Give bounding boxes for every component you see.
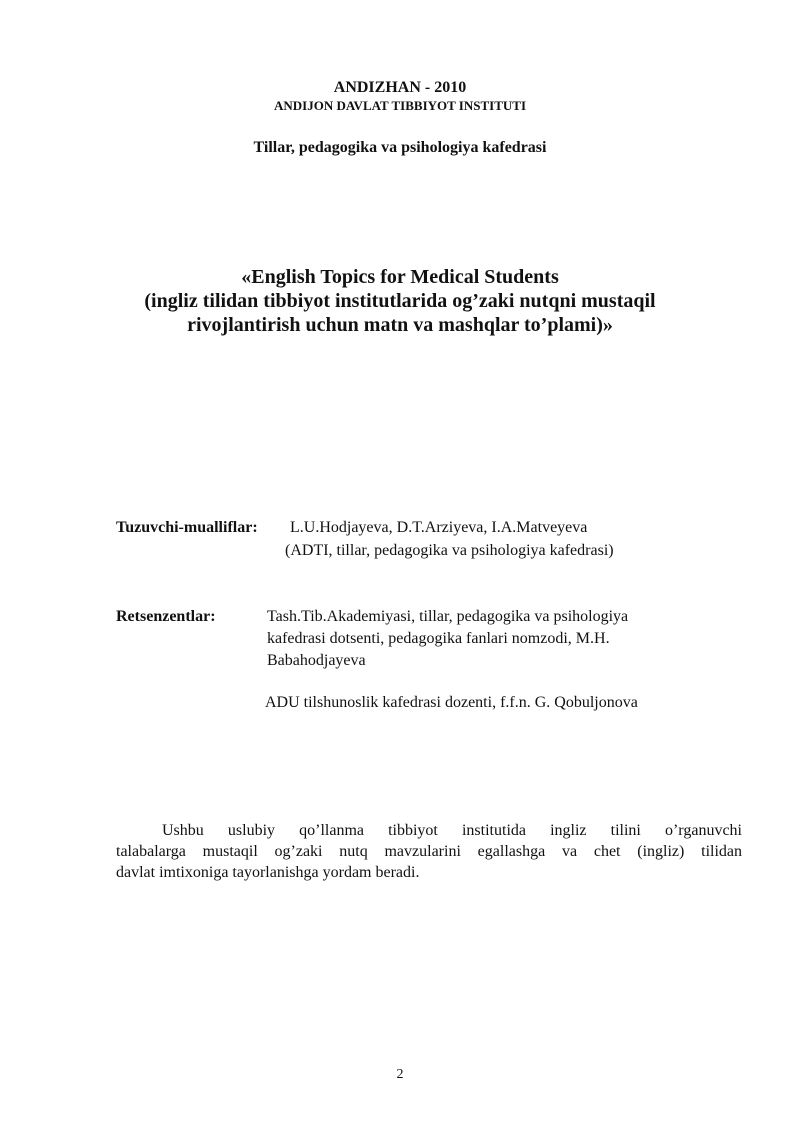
summary-line-3: davlat imtixoniga tayorlanishga yordam beradi. <box>116 864 420 881</box>
summary-paragraph <box>116 820 742 883</box>
institute-name: ANDIJON DAVLAT TIBBIYOT INSTITUTI <box>273 98 527 113</box>
summary-line-2: talabalarga mustaqil og’zaki nutq mavzularini egallashga va chet (ingliz) tilidan <box>116 843 742 860</box>
authors-affiliation: (ADTI, tillar, pedagogika va psihologiya kafedrasi) <box>285 542 614 559</box>
reviewer-2: ADU tilshunoslik kafedrasi dozenti, f.f.n. G. Qobuljonova <box>265 694 638 711</box>
city-year-heading: ANDIZHAN - 2010 <box>333 79 467 96</box>
authors-label: Tuzuvchi-mualliflar: <box>116 519 258 536</box>
reviewers-label: Retsenzentlar: <box>116 608 216 625</box>
reviewer-1-line-1: Tash.Tib.Akademiyasi, tillar, pedagogika va psihologiya <box>267 608 629 625</box>
title-line-3: rivojlantirish uchun matn va mashqlar to’plami)» <box>187 314 613 336</box>
summary-line-1: Ushbu uslubiy qo’llanma tibbiyot institutida ingliz tilini o’rganuvchi <box>162 822 742 839</box>
title-line-1: «English Topics for Medical Students <box>241 266 559 288</box>
page-number: 2 <box>396 1067 404 1082</box>
authors-names: L.U.Hodjayeva, D.T.Arziyeva, I.A.Matveyeva <box>290 519 588 536</box>
reviewer-1-line-2: kafedrasi dotsenti, pedagogika fanlari nomzodi, M.H. <box>267 630 610 647</box>
department-name: Tillar, pedagogika va psihologiya kafedrasi <box>253 139 547 156</box>
document-title <box>0 265 800 337</box>
reviewer-1-line-3: Babahodjayeva <box>267 652 366 669</box>
title-line-2: (ingliz tilidan tibbiyot institutlarida og’zaki nutqni mustaqil <box>144 290 656 312</box>
